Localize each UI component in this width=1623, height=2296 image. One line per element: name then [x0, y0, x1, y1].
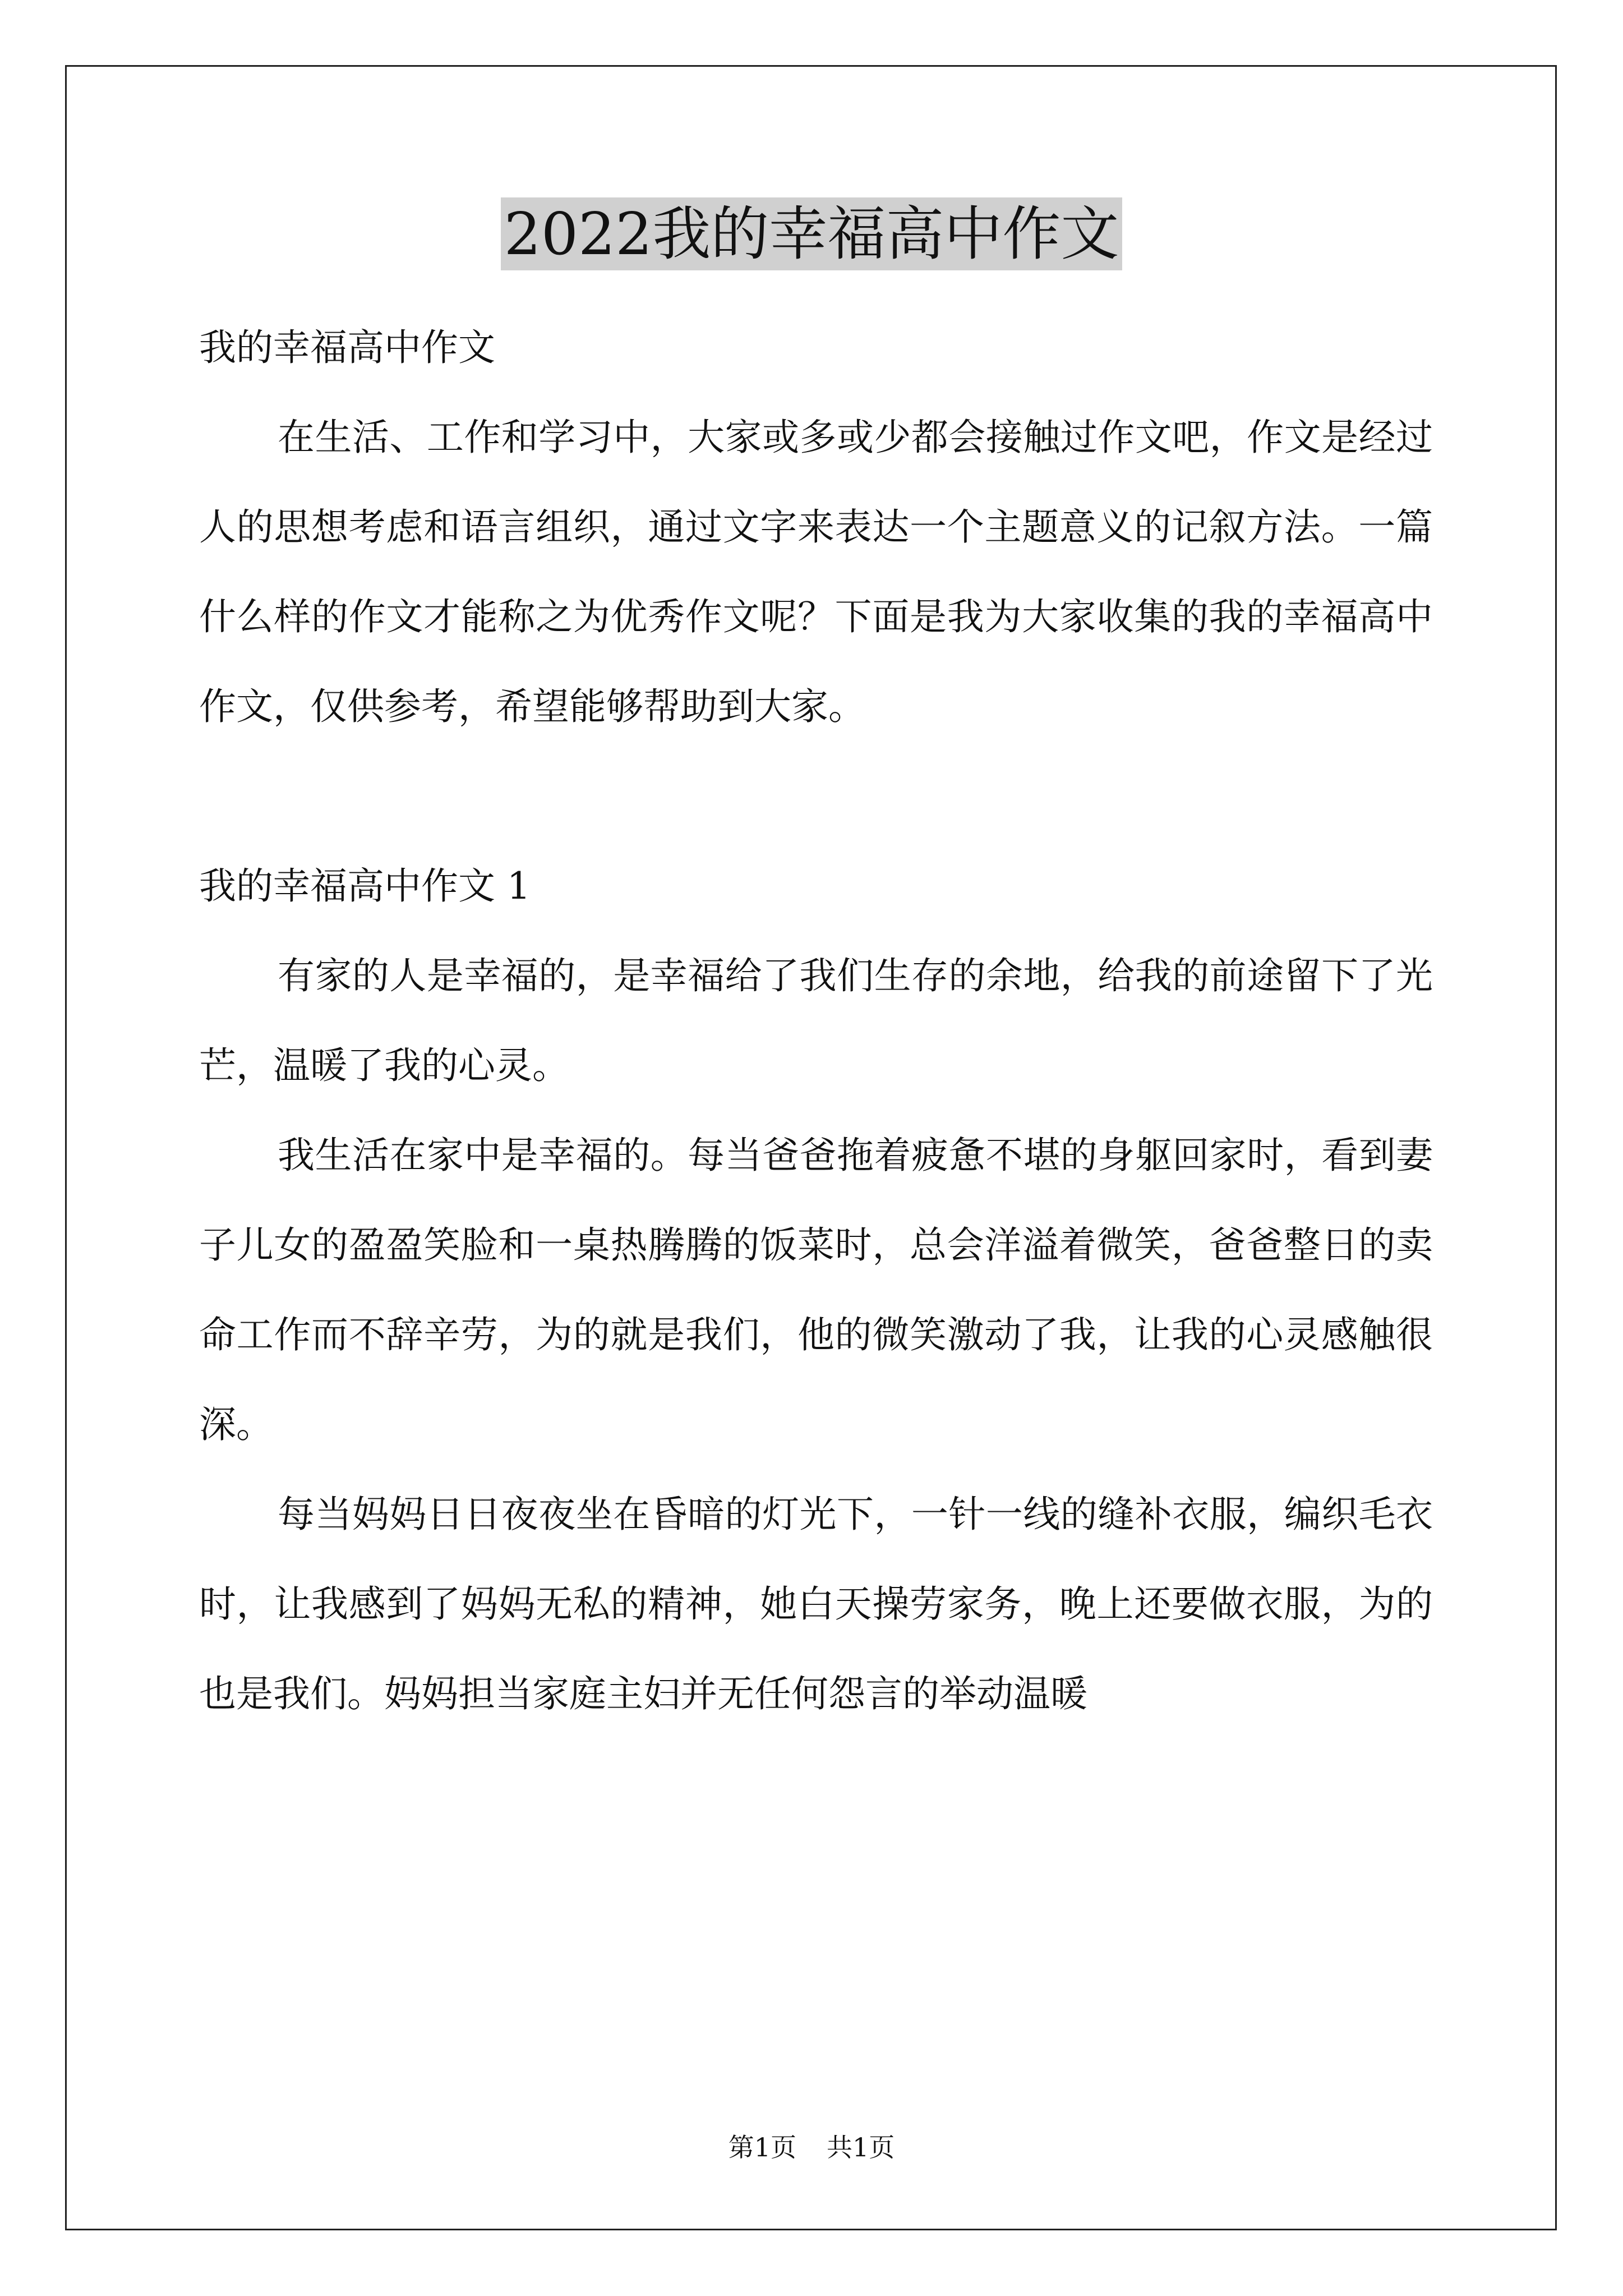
section1-paragraph-1: 有家的人是幸福的，是幸福给了我们生存的余地，给我的前途留下了光芒，温暖了我的心灵。: [199, 954, 1433, 1087]
section1-paragraph-3: 每当妈妈日日夜夜坐在昏暗的灯光下，一针一线的缝补衣服，编织毛衣时，让我感到了妈妈无私的精神，她白天操劳家务，晚上还要做衣服，为的也是我们。妈妈担当家庭主妇并无任何怨言的举动温暖: [199, 1493, 1433, 1715]
page-number-total: 共1页: [827, 2132, 895, 2162]
title-container: [0, 197, 1623, 270]
document-title: 2022我的幸福高中作文: [501, 197, 1123, 270]
intro-paragraph: 在生活、工作和学习中，大家或多或少都会接触过作文吧，作文是经过人的思想考虑和语言组织，通过文字来表达一个主题意义的记叙方法。一篇什么样的作文才能称之为优秀作文呢？下面是我为大家收集的我的幸福高中作文，仅供参考，希望能够帮助到大家。: [199, 416, 1433, 728]
section1-paragraph-2: 我生活在家中是幸福的。每当爸爸拖着疲惫不堪的身躯回家时，看到妻子儿女的盈盈笑脸和一桌热腾腾的饭菜时，总会洋溢着微笑，爸爸整日的卖命工作而不辞辛劳，为的就是我们，他的微笑激动了我，让我的心灵感触很深。: [199, 1134, 1433, 1446]
section1-heading: 我的幸福高中作文 1: [199, 864, 531, 908]
page-number-current: 第1页: [728, 2132, 796, 2162]
intro-heading: 我的幸福高中作文: [199, 326, 495, 369]
document-body: [199, 303, 1455, 1739]
page-footer: [0, 2131, 1623, 2164]
section-gap: [199, 752, 1455, 841]
